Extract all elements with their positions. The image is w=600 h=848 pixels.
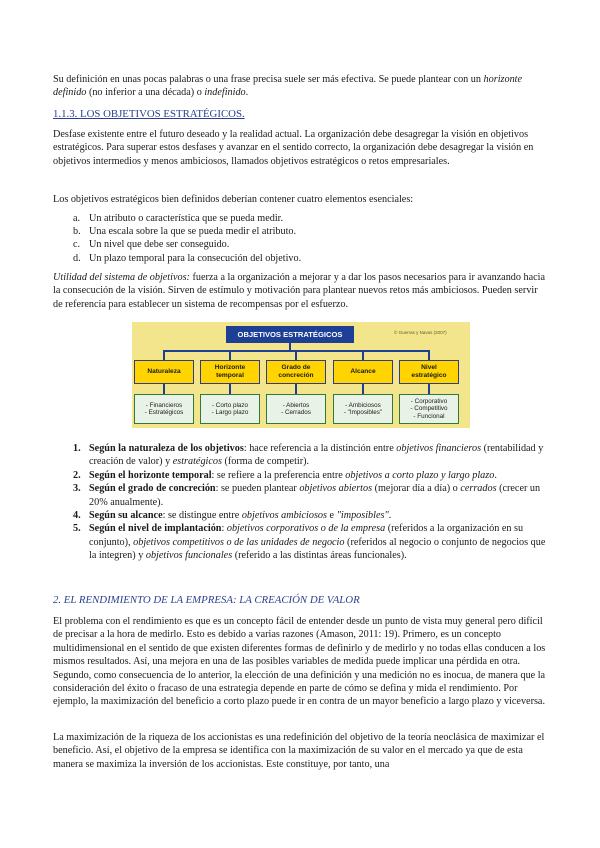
objetivos-diagram xyxy=(132,322,470,428)
criteria-italic: objetivos ambiciosos xyxy=(241,510,327,522)
criteria-list xyxy=(73,442,547,563)
diagram-connector xyxy=(362,384,364,394)
intro-text-2: (no inferior a una década) o xyxy=(88,87,202,99)
intro-end: . xyxy=(245,87,249,99)
criteria-italic: objetivos financieros xyxy=(396,443,482,454)
list-marker: b. xyxy=(73,226,81,238)
list-marker: c. xyxy=(73,239,81,251)
diagram-copyright: © Guerras y Navas (2007) xyxy=(394,330,447,335)
list-item xyxy=(73,442,547,469)
criteria-bold: Según la naturaleza de los objetivos xyxy=(89,443,244,454)
criteria-bold: Según su alcance xyxy=(89,510,163,522)
criteria-text: : hace referencia a la distinción entre xyxy=(243,443,397,454)
criteria-text: e xyxy=(326,510,337,522)
diagram-items-nivel: - Corporativo - Competitivo - Funcional xyxy=(399,394,459,424)
rendimiento-paragraph-2: La maximización de la riqueza de los accionistas es una redefinición del objetivo de la teoría neoclásica de maximizar el beneficio. Así, el objetivo de la empresa se identifica con la maximización de su valor en el mercado ya que de esta manera se maximiza la inversión de los accionistas. Este constituye, por tanto, una xyxy=(53,732,545,770)
diagram-connector xyxy=(428,384,430,394)
diagram-items-alcance: - Ambiciosos - "Imposibles" xyxy=(333,394,393,424)
list-item xyxy=(73,482,547,509)
intro-italic-indefinido: indefinido xyxy=(204,87,246,99)
criteria-italic: objetivos abiertos xyxy=(299,483,373,495)
elements-list xyxy=(73,212,301,265)
list-marker: 2. xyxy=(73,469,81,481)
list-item xyxy=(73,469,547,482)
diagram-category-alcance: Alcance xyxy=(333,360,393,384)
diagram-items-horizonte: - Corto plazo - Largo plazo xyxy=(200,394,260,424)
list-item xyxy=(73,252,301,265)
criteria-text: (mejorar día a día) o xyxy=(372,483,461,495)
list-item-text: Un nivel que debe ser conseguido. xyxy=(89,239,230,251)
diagram-connector xyxy=(295,384,297,394)
criteria-text: : se refiere a la preferencia entre xyxy=(211,469,346,481)
list-item xyxy=(73,212,301,225)
list-item-text: Un atributo o característica que se pueda medir. xyxy=(89,213,284,224)
criteria-text: (referido a las distintas áreas funcionales). xyxy=(232,550,407,562)
utilidad-paragraph xyxy=(53,271,547,311)
list-item-text: Una escala sobre la que se pueda medir el atributo. xyxy=(89,226,297,238)
criteria-text: : se pueden plantear xyxy=(215,483,300,495)
diagram-items-grado: - Abiertos - Cerrados xyxy=(266,394,326,424)
criteria-bold: Según el nivel de implantación xyxy=(89,523,222,535)
list-marker: 5. xyxy=(73,523,81,535)
list-marker: d. xyxy=(73,252,81,264)
list-item xyxy=(73,509,547,522)
intro-text-1: Su definición en unas pocas palabras o una frase precisa suele ser más efectiva. Se puede plantear con un xyxy=(53,74,481,85)
criteria-italic: objetivos funcionales xyxy=(145,550,233,562)
rendimiento-paragraph-1: El problema con el rendimiento es que es un concepto fácil de entender desde un punto de vista muy general pero difícil de precisar a la hora de medirlo. Esto es debido a varias razones (Amason, 2011: 19). Primero, es un concepto multidimensional en el sentido de que existen diferentes formas de definirlo y de medirlo y no todas ellas conducen a los mismos resultados. Así, una mejora en una de las posibles variables de medida puede implicar una pérdida en otra. Segundo, como consecuencia de lo anterior, la elección de una definición y una medición no es inocua, de manera que la consideración del éxito o fracaso de una estrategia depende en parte de cómo se defina y mida el rendimiento. Por ejemplo, la maximización del beneficio a corto plazo puede ir en contra de un mayor beneficio a largo plazo y viceversa. xyxy=(53,616,546,708)
objetivos-paragraph-2: Los objetivos estratégicos bien definidos deberían contener cuatro elementos esenciales: xyxy=(53,194,414,205)
criteria-text: (referidos a la organización en su conjunto), xyxy=(89,523,524,548)
diagram-connector xyxy=(229,384,231,394)
intro-paragraph xyxy=(53,73,547,100)
list-item xyxy=(73,238,301,251)
intro-italic-horizonte: horizonte definido xyxy=(53,74,523,99)
utilidad-label: Utilidad del sistema de objetivos: xyxy=(53,272,190,283)
objetivos-paragraph-1: Desfase existente entre el futuro deseado y la realidad actual. La organización debe desagregar la visión en objetivos estratégicos. Para superar estos desfases y avanzar en el sentido correcto, la organización debe desagregar la visión en objetivos intermedios y menos ambiciosos, llamados objetivos estratégicos o retos empresariales. xyxy=(53,129,534,167)
criteria-text: (forma de competir). xyxy=(221,456,310,468)
criteria-text: : se distingue entre xyxy=(162,510,242,522)
criteria-text: . xyxy=(388,510,392,522)
diagram-category-grado: Grado de concreción xyxy=(266,360,326,384)
criteria-italic: cerrados xyxy=(460,483,497,495)
list-marker: 3. xyxy=(73,483,81,495)
diagram-items-naturaleza: - Financieros - Estratégicos xyxy=(134,394,194,424)
criteria-text: . xyxy=(494,469,497,481)
list-item xyxy=(73,522,547,562)
list-marker: a. xyxy=(73,213,81,224)
criteria-italic: objetivos corporativos o de la empresa xyxy=(226,523,386,535)
list-item-text: Un plazo temporal para la consecución del objetivo. xyxy=(89,252,302,264)
criteria-bold: Según el grado de concreción xyxy=(89,483,216,495)
criteria-text: : xyxy=(221,523,227,535)
diagram-title: OBJETIVOS ESTRATÉGICOS xyxy=(226,326,354,343)
diagram-category-horizonte: Horizonte temporal xyxy=(200,360,260,384)
criteria-text: (referidos al negocio o conjunto de negocios que la integren) y xyxy=(89,536,546,562)
criteria-italic: estratégicos xyxy=(172,456,222,468)
diagram-category-nivel: Nivel estratégico xyxy=(399,360,459,384)
criteria-italic: "imposibles" xyxy=(336,510,389,522)
list-marker: 4. xyxy=(73,510,81,522)
section-heading-rendimiento: 2. EL RENDIMIENTO DE LA EMPRESA: LA CREACIÓN DE VALOR xyxy=(53,594,360,606)
criteria-bold: Según el horizonte temporal xyxy=(89,469,212,481)
criteria-italic: objetivos competitivos o de las unidades de negocio xyxy=(133,536,345,548)
utilidad-text: fuerza a la organización a mejorar y a dar los pasos necesarios para ir avanzando hacia la consecución de la visión. Sirven de estímulo y motivación para plantear nuevos retos más ambiciosos. Pueden servir de referencia para establecer un sistema de recompensas por el esfuerzo. xyxy=(53,272,546,310)
list-marker: 1. xyxy=(73,443,81,454)
list-item xyxy=(73,225,301,238)
section-heading-objetivos: 1.1.3. LOS OBJETIVOS ESTRATÉGICOS. xyxy=(53,108,245,120)
diagram-connector xyxy=(163,384,165,394)
diagram-category-naturaleza: Naturaleza xyxy=(134,360,194,384)
criteria-text: (rentabilidad y creación de valor) y xyxy=(89,443,544,468)
criteria-italic: objetivos a corto plazo y largo plazo xyxy=(345,469,495,481)
criteria-text: (crecer un 20% anualmente). xyxy=(89,483,541,508)
